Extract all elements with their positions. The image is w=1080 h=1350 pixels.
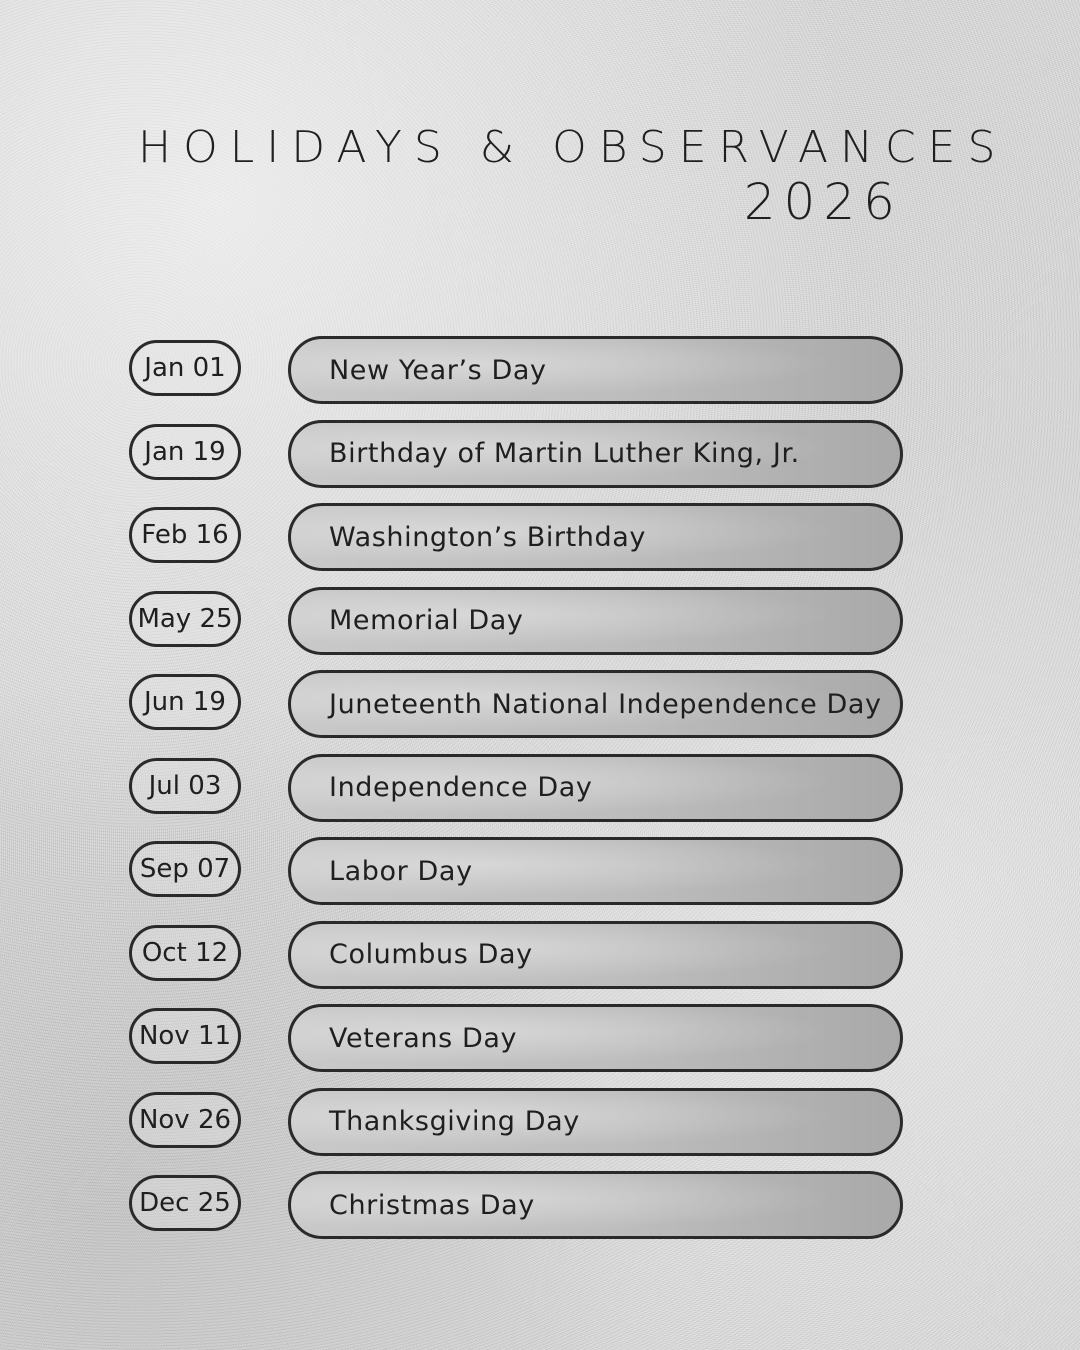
holiday-row [129,670,905,740]
holiday-name: Washington’s Birthday [288,503,903,571]
holiday-name: Independence Day [288,754,903,822]
holiday-date: May 25 [129,591,241,647]
holiday-date: Nov 11 [129,1008,241,1064]
holiday-date: Sep 07 [129,841,241,897]
holiday-date: Jun 19 [129,674,241,730]
holiday-row [129,837,905,907]
holiday-date: Jan 01 [129,340,241,396]
holiday-name: Columbus Day [288,921,903,989]
holiday-row [129,1004,905,1074]
holiday-name: Birthday of Martin Luther King, Jr. [288,420,903,488]
holiday-date: Jan 19 [129,424,241,480]
title-year: 2026 [743,173,903,231]
holiday-row [129,420,905,490]
holiday-name: Thanksgiving Day [288,1088,903,1156]
holiday-row [129,503,905,573]
holiday-row [129,336,905,406]
holiday-name: Christmas Day [288,1171,903,1239]
holiday-name: Juneteenth National Independence Day [288,670,903,738]
holiday-row [129,1171,905,1241]
holiday-name: Veterans Day [288,1004,903,1072]
holiday-row [129,921,905,991]
holiday-date: Dec 25 [129,1175,241,1231]
holiday-date: Oct 12 [129,925,241,981]
holiday-date: Nov 26 [129,1092,241,1148]
holiday-list [129,336,905,1255]
holiday-row [129,1088,905,1158]
holiday-name: Labor Day [288,837,903,905]
holiday-date: Jul 03 [129,758,241,814]
holiday-row [129,587,905,657]
holiday-date: Feb 16 [129,507,241,563]
holiday-name: Memorial Day [288,587,903,655]
title-text: HOLIDAYS & OBSERVANCES [138,122,1008,173]
holiday-row [129,754,905,824]
holiday-name: New Year’s Day [288,336,903,404]
page-title [138,120,1008,231]
